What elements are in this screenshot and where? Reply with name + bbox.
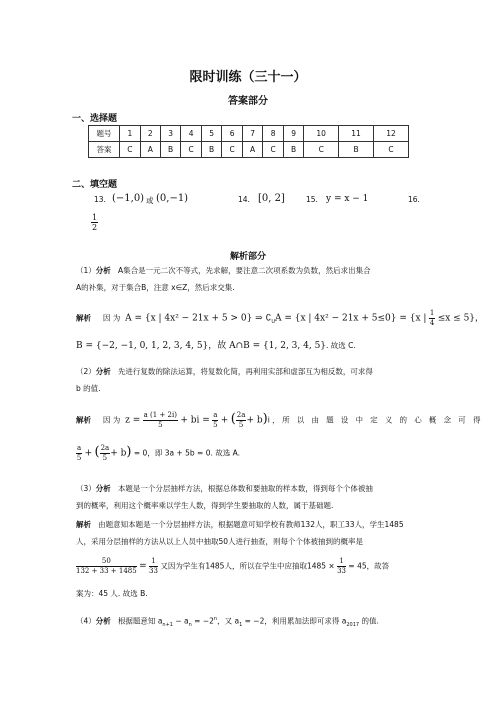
p2-text1: 先进行复数的除法运算，将复数化简，再利用实部和虚部互为相反数，可求得 [117, 367, 373, 376]
p4-analysis-line1 [76, 614, 379, 630]
p3-text6: = 45，故答 [348, 561, 390, 571]
table-cell: B [283, 142, 303, 158]
table-cell: 7 [242, 126, 262, 142]
p1-set-b: B = {−2, −1, 0, 1, 2, 3, 4, 5}，故 A∩B = {1, 2, 3, 4, 5} [76, 341, 327, 351]
p2-analysis-line1 [76, 367, 373, 377]
p3-equals: = [139, 561, 147, 572]
p2-text3: i，所 以 由 题 设 中 定 义 的 心 概 念 可 得 [267, 415, 483, 425]
p2-frac5-num: 2a [100, 444, 110, 452]
p1-set-a: A = {x | 4x² − 21x + 5 > 0} ⇒ ∁ [125, 313, 272, 324]
q16-numerator: 1 [92, 213, 98, 222]
q15-label: 15. [306, 195, 318, 204]
p2-solution-line1: 解析 因 为 z = $\frac{a (1 + 2i)}{5}$ + bi = $\frac{a}{5}$ + ( $\frac{2a}{5}$ + b)i，所 以 由 题 设 中 定 义 的 心 概 念 可 得 [76, 411, 483, 429]
p2-frac5-den: 5 [102, 454, 108, 462]
table-cell: A [140, 142, 160, 158]
table-cell: 12 [374, 126, 409, 142]
p1-index: （1） [76, 266, 96, 275]
q13-or: 或 [146, 196, 154, 205]
p3-frac3-num: 1 [337, 557, 346, 567]
p2-text2: b 的值. [76, 384, 101, 393]
p2-frac4-den: 5 [76, 454, 82, 462]
q14-label: 14. [238, 195, 250, 204]
p3-frac2-num: 1 [149, 557, 158, 567]
p3-frac1-den: 132 + 33 + 1485 [76, 567, 137, 575]
p2-frac1-num: a (1 + 2i) [143, 411, 177, 419]
p3-text2: 到的概率，利用这个概率乘以学生人数，得到学生要抽取的人数，属于基础题. [76, 501, 334, 510]
q16-denominator: 2 [92, 223, 98, 232]
table-cell: 2 [140, 126, 160, 142]
table-cell: C [222, 142, 243, 158]
p2-frac3-num: 2a [236, 411, 246, 419]
p3-analysis-line1 [76, 484, 373, 494]
p3-index: （3） [76, 484, 96, 493]
answer-subtitle: 答案部分 [228, 96, 268, 107]
p3-analysis-tag: 分析 [95, 484, 111, 493]
p1-solution-line1 [76, 309, 484, 328]
table-cell: 5 [201, 126, 221, 142]
q15-answer: y = x − 1 [326, 194, 369, 204]
p3-frac3-den: 33 [337, 567, 347, 575]
p1-text1: A集合是一元二次不等式，先求解，要注意二次项系数为负数，然后求出集合 [117, 266, 371, 275]
p2-frac4-num: a [77, 444, 82, 452]
p2-plus-b: + b [246, 415, 263, 426]
p2-plus: + [220, 415, 229, 426]
table-cell: C [120, 142, 141, 158]
q16-fraction [91, 213, 98, 232]
table-cell: 4 [181, 126, 202, 142]
p1-choice: . 故选 C. [326, 341, 356, 350]
table-header-answer: 答案 [89, 142, 120, 158]
p2-frac1-den: 5 [158, 421, 163, 429]
p1-complement-sub: U [271, 319, 275, 325]
table-row-answers [89, 142, 409, 158]
p3-solution-tag: 解析 [76, 520, 91, 529]
p2-solution-tag: 解析 [76, 415, 91, 425]
table-cell: B [160, 142, 180, 158]
table-cell: 9 [283, 126, 303, 142]
q13-answer-b: (0,−1) [156, 193, 189, 204]
p1-set-end: ≤x ≤ 5}， [437, 313, 485, 324]
p2-analysis-tag: 分析 [95, 367, 111, 376]
p2-plus2: + [84, 448, 93, 459]
p1-set-complement: A = {x | 4x² − 21x + 5≤0} = {x | [274, 313, 427, 324]
p1-frac-num: 1 [429, 309, 435, 317]
p3-text7: 案为：45 人. 故选 B. [76, 589, 148, 598]
p2-frac3-den: 5 [238, 421, 244, 429]
p2-index: （2） [76, 367, 96, 376]
p1-solution-tag: 解析 [76, 313, 91, 323]
answer-table [88, 125, 409, 158]
p4-text1f: 的值. [359, 616, 379, 626]
section-choice-heading: 一、选择题 [72, 114, 118, 124]
p4-analysis-tag: 分析 [95, 616, 111, 626]
table-cell: C [263, 142, 284, 158]
q16-label: 16. [408, 195, 420, 204]
p4-text1a: 根据题意知 a [117, 616, 163, 626]
q13-label: 13. [94, 195, 106, 204]
p3-frac2-den: 33 [149, 567, 158, 575]
table-header-number: 题号 [89, 126, 120, 142]
p3-solution-line3 [76, 557, 389, 576]
p3-solution-line1 [76, 520, 404, 530]
p4-text1b: − a [172, 616, 189, 626]
p3-text5: 又因为学生有1485人，所以在学生中应抽取1485 × [160, 561, 335, 571]
p1-analysis-tag: 分析 [95, 266, 111, 275]
q13-answer-a: (−1,0) [112, 193, 145, 204]
p3-text4: 人，采用分层抽样的方法从以上人员中抽取50人进行抽查，则每个个体被抽到的概率是 [76, 537, 364, 546]
p1-text2: A的补集，对于集合B，注意 x∈Z，然后求交集. [76, 283, 235, 292]
p3-frac1-num: 50 [76, 557, 137, 567]
table-cell: 3 [160, 126, 180, 142]
page-title: 限时训练（三十一） [189, 70, 307, 85]
p1-solution-line2 [76, 341, 356, 351]
p2-solution-line2: $\frac{a}{5}$ + ( $\frac{2a}{5}$ + b) = 0，即 3a + 5b = 0. 故选 A. [76, 444, 241, 462]
p4-sub4: 1 [239, 622, 243, 628]
p4-sup3: n [213, 616, 218, 622]
table-cell: 8 [263, 126, 284, 142]
table-cell: 6 [222, 126, 243, 142]
table-cell: B [339, 142, 374, 158]
q14-answer: [0, 2] [258, 193, 285, 204]
p4-text1c: = −2 [191, 616, 214, 626]
p2-because: 因 为 [102, 415, 121, 425]
table-cell: C [181, 142, 202, 158]
p4-text1d: ，又 a [217, 616, 240, 626]
p2-frac2-num: a [213, 411, 218, 419]
table-cell: 11 [339, 126, 374, 142]
p2-conclusion: = 0，即 3a + 5b = 0. 故选 A. [133, 448, 241, 458]
p2-plus-bi: + bi = [180, 415, 210, 426]
table-cell: 1 [120, 126, 141, 142]
p1-frac-den: 4 [429, 319, 435, 327]
p3-text1: 本题是一个分层抽样方法，根据总体数和要抽取的样本数，得到每个个体被抽 [117, 484, 373, 493]
table-cell: B [201, 142, 221, 158]
p3-text3: 由题意知本题是一个分层抽样方法，根据题意可知学校有教师132人，职工33人，学生1485 [98, 520, 404, 529]
p2-frac2-den: 5 [213, 421, 218, 429]
table-cell: A [242, 142, 262, 158]
p4-sub1: n+1 [162, 622, 173, 628]
p4-sub2: n [188, 622, 192, 628]
p4-sub5: 2017 [346, 622, 360, 628]
p2-plus-b2: + b [110, 448, 127, 459]
table-cell: C [304, 142, 339, 158]
section-fill-heading: 二、填空题 [72, 180, 118, 190]
table-cell: 10 [304, 126, 339, 142]
table-row-numbers [89, 126, 409, 142]
p1-because: 因 为 [102, 313, 121, 323]
p2-z: z = [125, 415, 141, 426]
p4-text1e: = −2，利用累加法即可求得 a [242, 616, 347, 626]
p4-index: （4） [76, 616, 96, 626]
analysis-heading: 解析部分 [229, 252, 266, 262]
table-cell: C [374, 142, 409, 158]
p1-analysis-line1 [76, 266, 371, 276]
